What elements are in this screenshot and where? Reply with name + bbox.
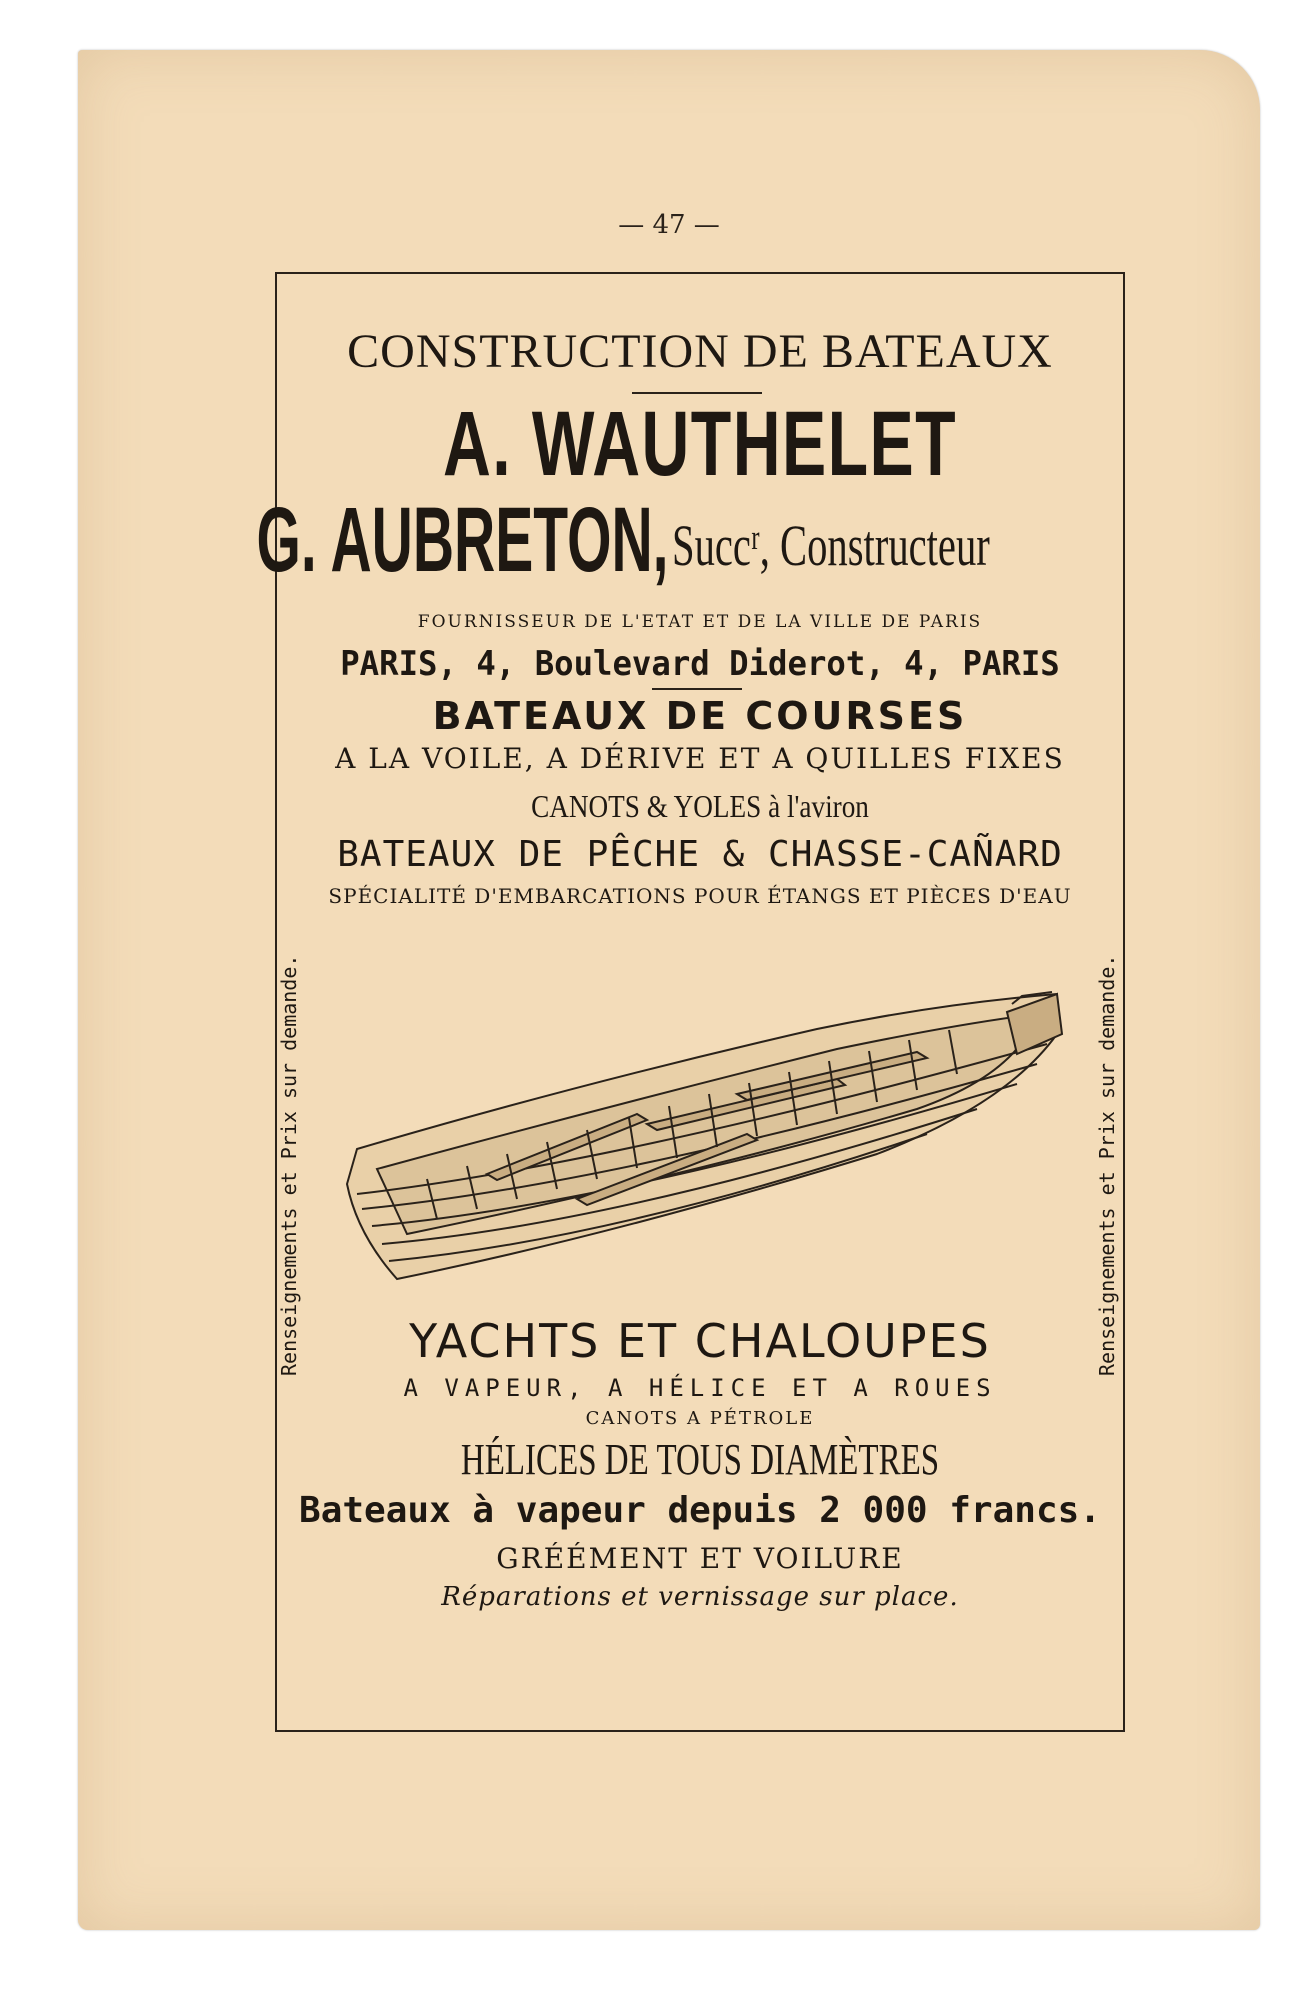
advertisement-frame [256, 272, 1125, 1732]
page-number: — 47 — [618, 210, 720, 240]
divider-rule [652, 688, 742, 690]
yachts-heading: YACHTS ET CHALOUPES [409, 1314, 991, 1368]
company-name: A. WAUTHELET [442, 393, 958, 495]
specialty-line: SPÉCIALITÉ D'EMBARCATIONS POUR ÉTANGS ET PIÈCES D'EAU [328, 884, 1072, 908]
petrol-line: CANOTS A PÉTROLE [585, 1408, 815, 1429]
propulsion-line: A VAPEUR, A HÉLICE ET A ROUES [403, 1374, 997, 1402]
rowing-boat-illustration [317, 934, 1097, 1314]
fishing-line: BATEAUX DE PÊCHE & CHASSE-CAÑARD [337, 834, 1063, 875]
successor-line [256, 488, 1123, 598]
sail-line: A LA VOILE, A DÉRIVE ET A QUILLES FIXES [335, 742, 1065, 775]
steamboats-line: Bateaux à vapeur depuis 2 000 francs. [299, 1490, 1101, 1531]
address: PARIS, 4, Boulevard Diderot, 4, PARIS [340, 644, 1060, 684]
side-note-left: Renseignements et Prix sur demande. [277, 954, 301, 1376]
successor-name: G. AUBRETON, [256, 489, 668, 591]
side-note-right: Renseignements et Prix sur demande. [1095, 954, 1119, 1376]
propellers-line: HÉLICES DE TOUS DIAMÈTRES [460, 1435, 940, 1484]
racing-boats: BATEAUX DE COURSES [432, 694, 968, 738]
repairs-line: Réparations et vernissage sur place. [441, 1582, 959, 1612]
rigging-line: GRÉÉMENT ET VOILURE [496, 1542, 904, 1575]
rowing-line: CANOTS & YOLES à l'aviron [531, 788, 869, 824]
ad-heading: CONSTRUCTION DE BATEAUX [347, 325, 1053, 378]
book-page [78, 50, 1260, 1930]
supplier-line: FOURNISSEUR DE L'ETAT ET DE LA VILLE DE PARIS [417, 612, 983, 632]
successor-title: Succʳ, Constructeur [672, 513, 990, 578]
